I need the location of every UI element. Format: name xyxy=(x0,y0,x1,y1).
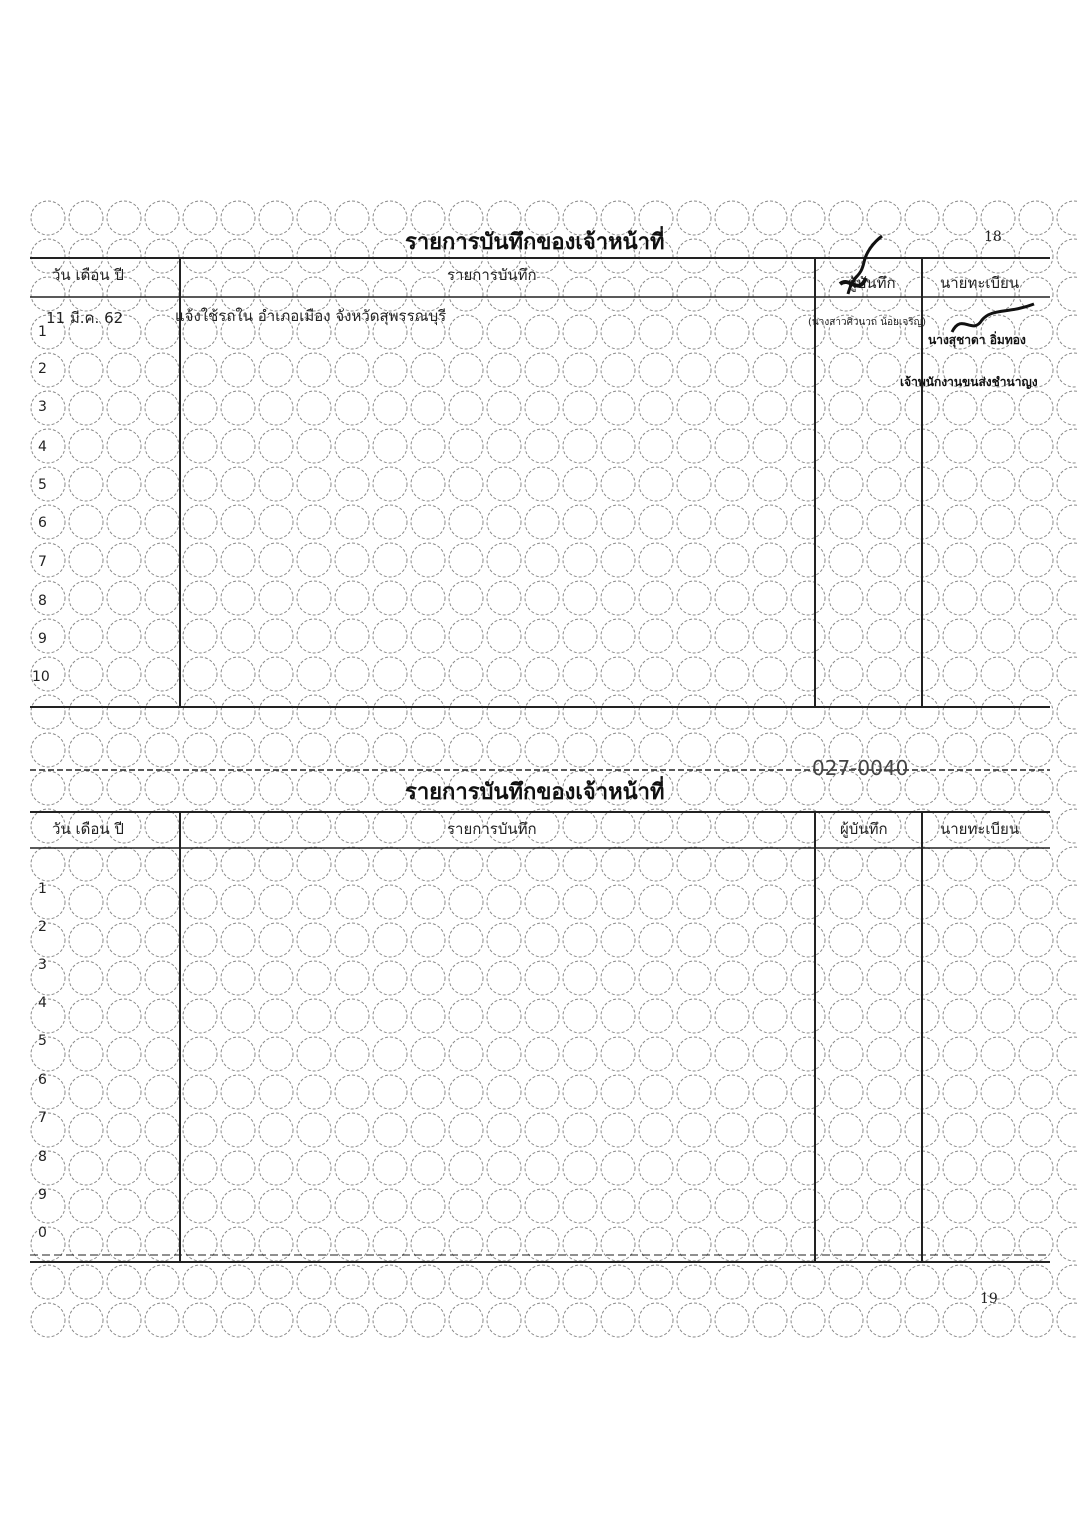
row-number: 2 xyxy=(38,919,47,935)
recorder-signature-icon xyxy=(830,232,890,312)
row-number: 9 xyxy=(38,1187,47,1203)
page-number-bottom: 19 xyxy=(980,1291,998,1307)
row-number: 2 xyxy=(38,361,47,377)
row-number: 6 xyxy=(38,515,47,531)
block1-title: รายการบันทึกของเจ้าหน้าที่ xyxy=(405,230,665,255)
block2-header-date: วัน เดือน ปี xyxy=(52,820,124,838)
page-number-top: 18 xyxy=(984,229,1002,245)
row-number: 7 xyxy=(38,1110,47,1126)
row-number: 10 xyxy=(32,669,50,685)
block1-header-recorder: ผู้บันทึก xyxy=(848,274,896,292)
row-number: 7 xyxy=(38,554,47,570)
serial-number: 027-0040 xyxy=(812,756,909,780)
block1-header-date: วัน เดือน ปี xyxy=(52,266,124,284)
row-number: 1 xyxy=(38,881,47,897)
block2-header-entry: รายการบันทึก xyxy=(447,820,537,838)
record-text: แจ้งใช้รถใน อำเภอเมือง จังหวัดสุพรรณบุรี xyxy=(175,307,447,325)
block2-header-registrar: นายทะเบียน xyxy=(940,820,1020,838)
block2-header-recorder: ผู้บันทึก xyxy=(840,820,888,838)
row-number: 5 xyxy=(38,477,47,493)
registrar-name: นางสุชาดา อิ่มทอง xyxy=(928,333,1026,347)
row-number: 4 xyxy=(38,439,47,455)
block1-header-registrar: นายทะเบียน xyxy=(940,274,1020,292)
row-number: 3 xyxy=(38,957,47,973)
recorder-name: (นางสาวศิวนาถ น้อยเจริญ) xyxy=(808,317,926,328)
row-number: 6 xyxy=(38,1072,47,1088)
row-number: 5 xyxy=(38,1033,47,1049)
row-number: 8 xyxy=(38,593,47,609)
row-number: 4 xyxy=(38,995,47,1011)
record-date: 11 มี.ค. 62 xyxy=(46,309,124,327)
block2-title: รายการบันทึกของเจ้าหน้าที่ xyxy=(405,780,665,805)
registrar-signature-icon xyxy=(948,302,1038,342)
row-number: 1 xyxy=(38,324,47,340)
row-number: 9 xyxy=(38,631,47,647)
block1-header-entry: รายการบันทึก xyxy=(447,266,537,284)
row-number: 3 xyxy=(38,399,47,415)
registrar-position: เจ้าพนักงานขนส่งชำนาญง xyxy=(900,375,1038,389)
row-number: 0 xyxy=(38,1225,47,1241)
row-number: 8 xyxy=(38,1149,47,1165)
